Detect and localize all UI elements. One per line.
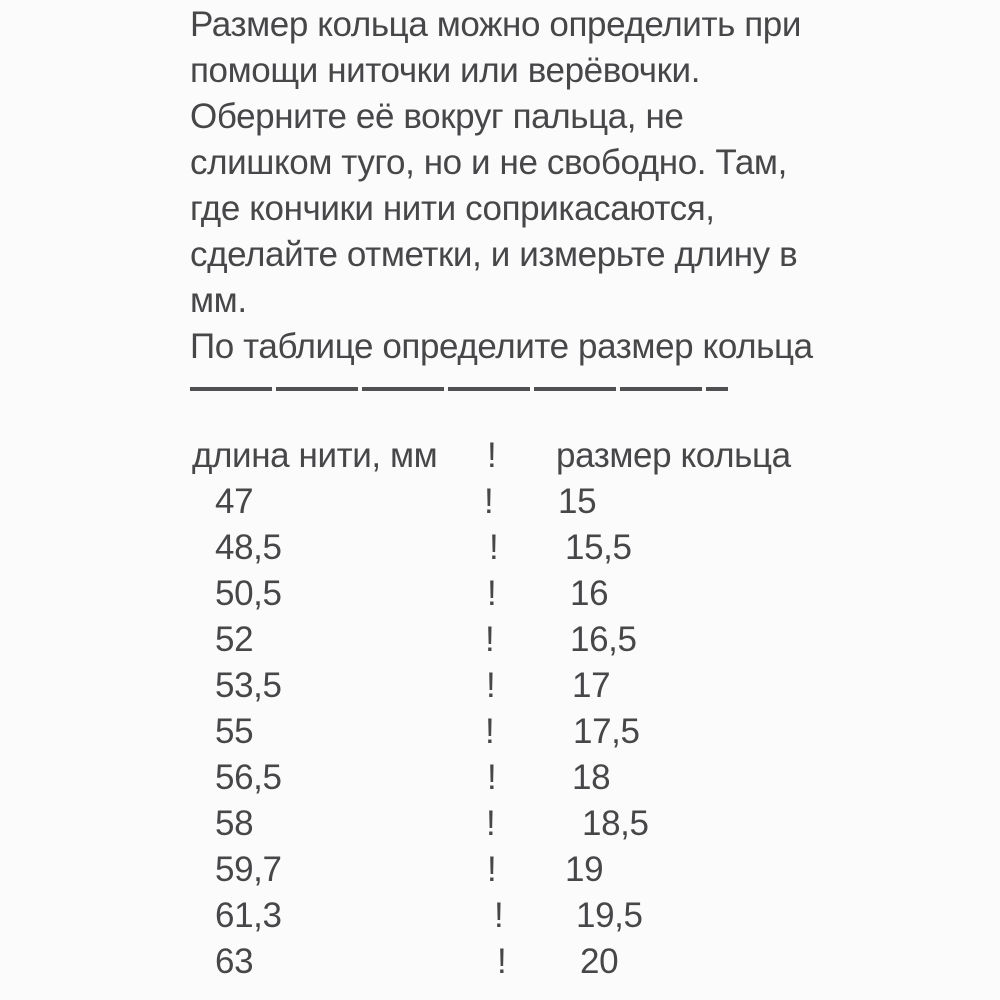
- table-caption: По таблице определите размер кольца: [190, 327, 813, 366]
- intro-line: сделайте отметки, и измерьте длину в: [190, 235, 798, 274]
- divider-dashed-line-top: [190, 387, 930, 433]
- length-column-header: длина нити, мм: [192, 436, 438, 475]
- ring-size-cell: 19: [565, 850, 604, 889]
- intro-line: Оберните её вокруг пальца, не: [190, 97, 684, 136]
- table-row: [190, 663, 930, 709]
- column-separator: !: [485, 620, 495, 659]
- thread-length-cell: 48,5: [215, 528, 282, 567]
- column-separator: !: [494, 896, 504, 935]
- table-row: [190, 939, 930, 985]
- thread-length-cell: 53,5: [215, 666, 282, 705]
- column-separator: !: [486, 804, 496, 843]
- ring-size-cell: 16,5: [570, 620, 637, 659]
- table-row: [190, 755, 930, 801]
- table-row: [190, 847, 930, 893]
- intro-line: слишком туго, но и не свободно. Там,: [190, 143, 787, 182]
- column-separator: !: [489, 528, 499, 567]
- ring-size-table: [190, 433, 930, 985]
- intro-line: где кончики нити соприкасаются,: [190, 189, 715, 228]
- table-row: [190, 571, 930, 617]
- table-row: [190, 709, 930, 755]
- table-header-row: [190, 433, 930, 479]
- ring-size-cell: 19,5: [576, 896, 643, 935]
- intro-line: помощи ниточки или верёвочки.: [190, 51, 701, 90]
- dash-segments: [190, 387, 728, 391]
- thread-length-cell: 56,5: [215, 758, 282, 797]
- intro-paragraph: [190, 2, 930, 324]
- intro-line: мм.: [190, 281, 247, 320]
- thread-length-cell: 61,3: [215, 896, 282, 935]
- table-row: [190, 479, 930, 525]
- ring-size-cell: 20: [580, 942, 619, 981]
- table-body: [190, 479, 930, 985]
- table-row: [190, 893, 930, 939]
- page-content: [190, 2, 930, 1000]
- thread-length-cell: 58: [215, 804, 254, 843]
- ring-size-cell: 17,5: [573, 712, 640, 751]
- thread-length-cell: 47: [215, 482, 254, 521]
- ring-size-cell: 18: [572, 758, 611, 797]
- column-separator: !: [484, 482, 494, 521]
- thread-length-cell: 52: [215, 620, 254, 659]
- thread-length-cell: 59,7: [215, 850, 282, 889]
- column-separator: !: [486, 666, 496, 705]
- column-separator: !: [497, 942, 507, 981]
- column-separator: !: [487, 850, 497, 889]
- column-separator: !: [487, 574, 497, 613]
- size-column-header: размер кольца: [556, 436, 791, 475]
- thread-length-cell: 63: [215, 942, 254, 981]
- column-separator: !: [487, 758, 497, 797]
- ring-size-cell: 15,5: [565, 528, 632, 567]
- table-row: [190, 617, 930, 663]
- ring-size-cell: 16: [570, 574, 609, 613]
- ring-size-cell: 17: [572, 666, 611, 705]
- table-row: [190, 801, 930, 847]
- column-separator: !: [487, 436, 497, 475]
- thread-length-cell: 50,5: [215, 574, 282, 613]
- intro-line: Размер кольца можно определить при: [190, 5, 802, 44]
- table-row: [190, 525, 930, 571]
- ring-size-cell: 15: [558, 482, 597, 521]
- column-separator: !: [485, 712, 495, 751]
- ring-size-cell: 18,5: [582, 804, 649, 843]
- thread-length-cell: 55: [215, 712, 254, 751]
